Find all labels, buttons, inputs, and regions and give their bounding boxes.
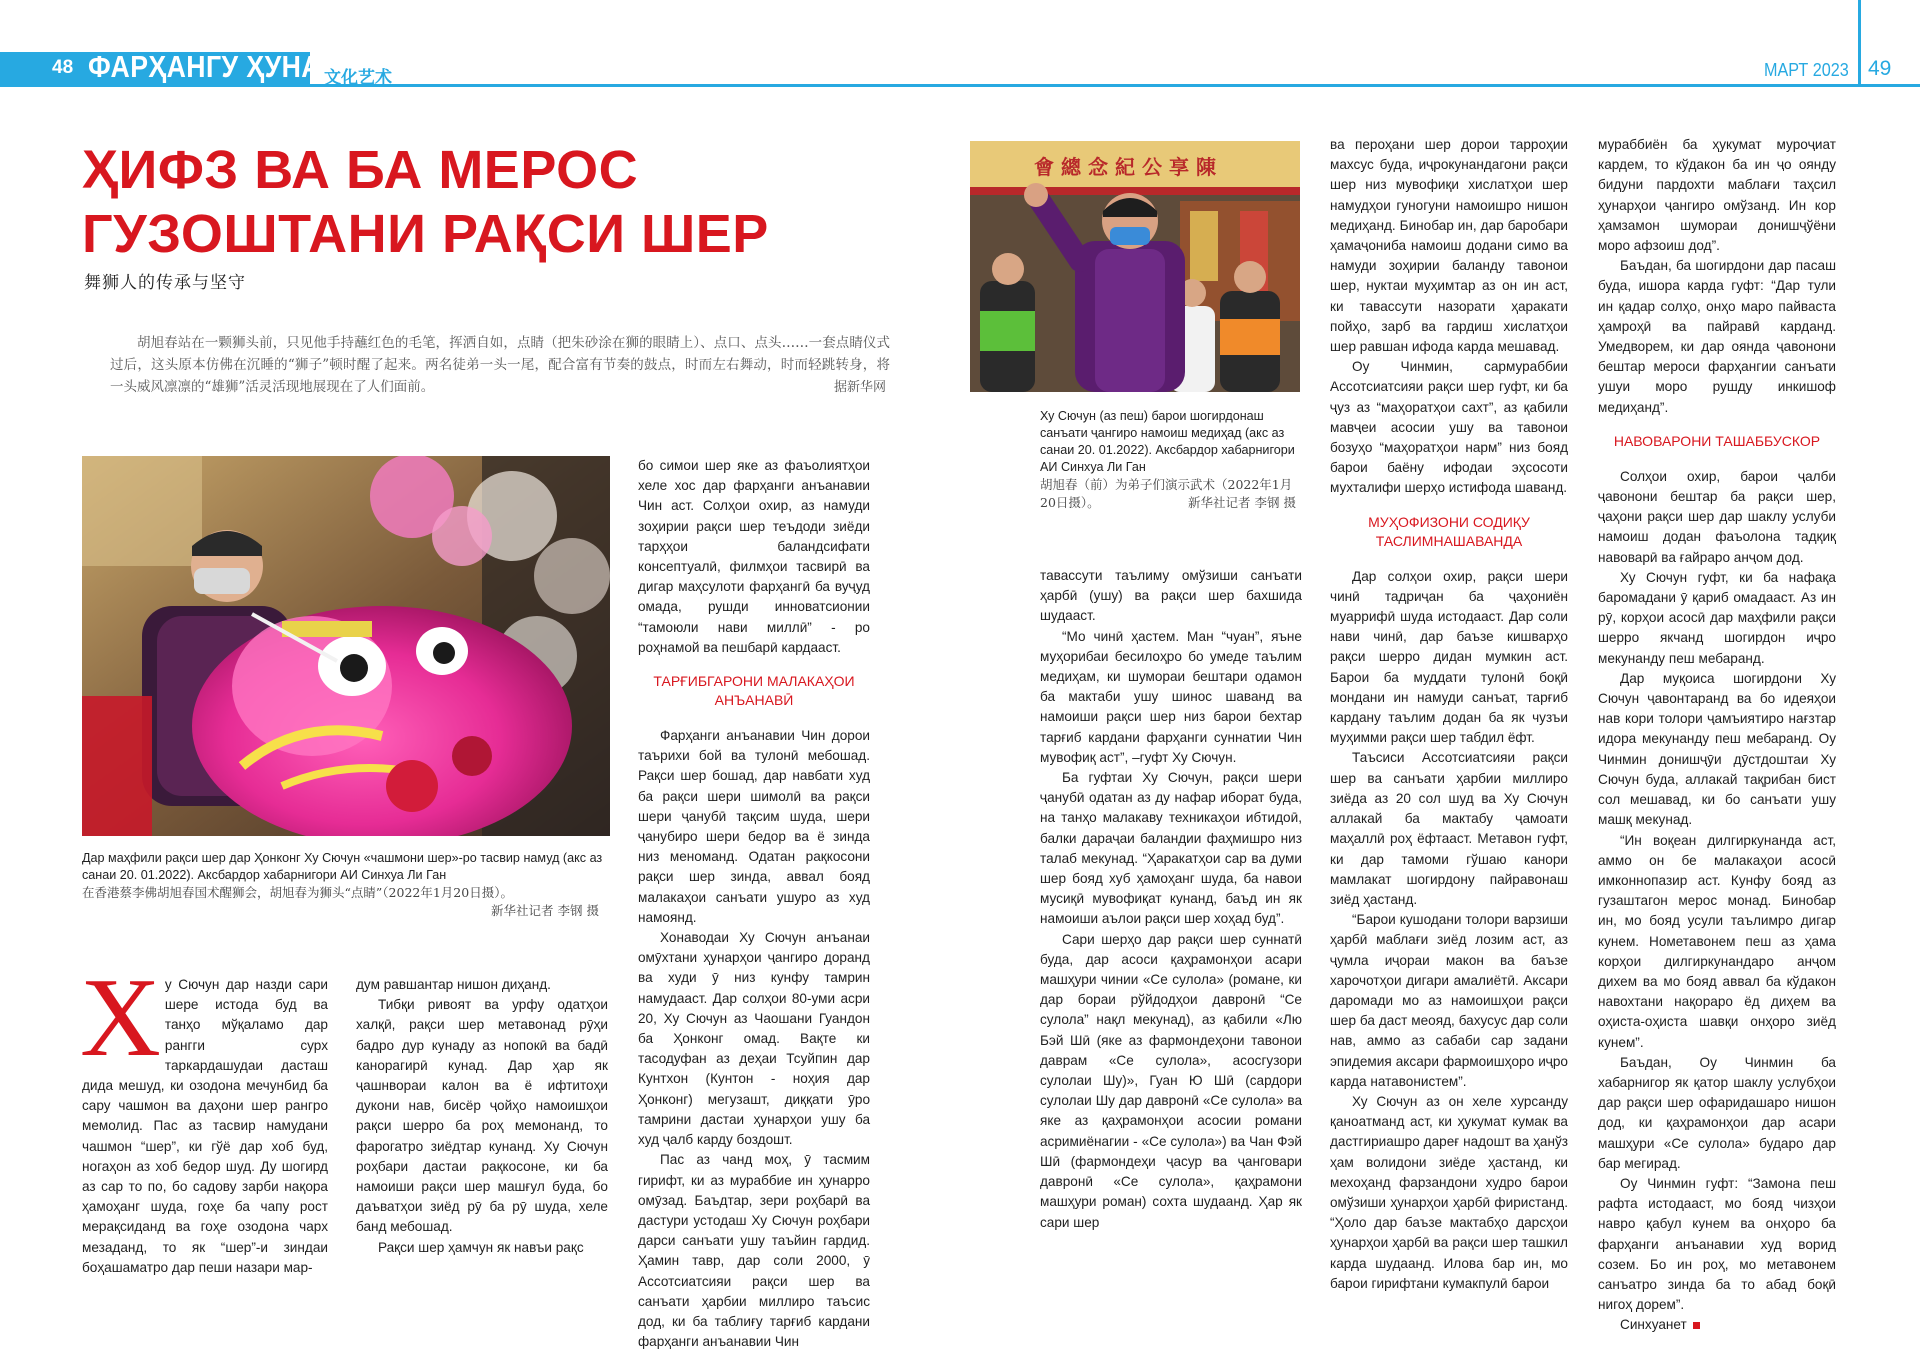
right-page-number: 49 — [1868, 57, 1892, 80]
issue-date: МАРТ 2023 — [1764, 60, 1849, 80]
section-heading-2-line2: ТАСЛИМНАШАВАНДА — [1375, 532, 1523, 549]
left-page-number: 48 — [52, 57, 74, 78]
paragraph: Дар солҳои охир, рақси шери чинӣ тадриҷан ба ҷаҳониён муаррифӣ шуда истодааст. Дар соли нави чинӣ, дар баъзе кишварҳо рақси шерро дидан мумкин аст. Барои ба муддати тулонӣ боқӣ мондани ин намуди санъат, тарғиб кардану таълим додан ба як чузъи муҳимми рақси шер табдил ёфт. — [1330, 568, 1568, 746]
paragraph: тавассути таълиму омўзиши санъати ҳарбӣ (ушу) ва рақси шер бахшида шудааст. — [1040, 568, 1302, 624]
paragraph: Фарҳанги анъанавии Чин дорои таърихи бой ва тулонӣ мебошад. Рақси шер бошад, дар навбати худ ба рақси шери шимолӣ ва рақси шери ҷанубӣ тақсим шуда, шери ҷанубиро шери бедор ва ё зинда низ меноманд. Одатан рақкосони рақси шер зинда, аввал бояд малакаҳои санъати ушуро аз худ намоянд. — [638, 728, 870, 925]
section-heading-3: НАВОВАРОНИ ТАШАББУСКОР — [1613, 432, 1821, 449]
body-column-3 — [638, 456, 870, 1352]
paragraph: Рақси шер ҳамчун як навъи рақс — [378, 1239, 584, 1255]
body-column-4 — [1040, 566, 1302, 1233]
section-heading-1 — [638, 672, 870, 710]
header-right-rule — [1858, 0, 1861, 86]
section-heading-1-line2: АНЪАНАВӢ — [714, 692, 794, 709]
signature: Синхуанет — [1620, 1317, 1687, 1333]
lion-dance-photo — [82, 456, 610, 836]
paragraph: “Ин воқеан дилгиркунанда аст, аммо он бе малакаҳои асосӣ имконнопазир аст. Кунфу бояд аз гузаштагон мерос монад. Бинобар ин, мо бояд усули таълимро дигар кунем. Нометавонем пеш аз ҳама корҳои дилгиркунандаро анҷом дихем ва мо бояд аввал ба кўдакон навохтани нақораро ёд диҳем ва оҳиста-оҳиста шавқи онҳоро зиёд кунем”. — [1598, 832, 1836, 1050]
paragraph: “Барои кушодани толори варзиши ҳарбӣ маблағи зиёд лозим аст, аз ҷумла иҷораи макон ва баъзе харочотҳои дигари амалиётӣ. Аксари даромади мо аз намоишҳои рақси шер ба даст меояд, бахусус дар соли нав, аммо аз сабаби сар задани эпидемия аксари фармоишҳоро иҷро карда натавонистем”. — [1330, 912, 1568, 1089]
paragraph: Таъсиси Ассотсиатсияи рақси шер ва санъати ҳарбии миллиро зиёда аз 20 сол шуд ва Ху Сючун аллакай ба мактабу ҷамоати маҳаллӣ роҳ ёфтааст. Метавон гуфт, ки дар тамоми гўшаю канори мамлакат шогирдону пайравонаш зиёд ҳастанд. — [1330, 750, 1568, 907]
paragraph: у Сючун дар назди сари шере истода буд ва танҳо мўқаламо дар рангги сурх таркардашудаи дасташ дида мешуд, ки озодона мечунбид ба сару чашмон ва даҳони шер рангро мемолид. Пас аз тасвир намудани чашмон “шер”, ки гўё дар хоб буд, ногаҳон аз хоб бедор шуд. Ду шогирд аз сар то по, бо садову зарби нақора ҳамоҳанг шуда, гоҳе ба чапу рост мерақсиданд ва гоҳе озодона чарх мезаданд, то як “шер”-и зиндаи боҳашаматро дар пеши назари мар- — [82, 977, 328, 1275]
photo1-caption: Дар маҳфили рақси шер дар Ҳонконг Ху Сючун «чашмони шер»-ро тасвир намуд (акс аз санаи 20. 01.2022). Аксбардор хабарнигори АИ Синхуа Ли Ган — [82, 851, 603, 882]
hall-sign: 會總念紀公享陳 — [1034, 155, 1223, 179]
section-title-cn: 文化艺术 — [324, 68, 392, 88]
lion-dance-photo-art — [82, 456, 610, 836]
section-heading-1-line1: ТАРҒИБГАРОНИ МАЛАКАҲОИ — [653, 673, 855, 690]
paragraph: Сари шерҳо дар рақси шер суннатӣ буда, дар асоси қаҳрамонҳои асари машҳури чинии «Се сулола» (романе, ки дар бораи рўйдодҳои давронӣ “Се сулола” нақл мекунад), аз қабили «Лю Бэй Шӣ (яке аз фармондеҳони тавонои даврам «Се сулола», асосгузори сулолаи Шу)», Гуан Ю Шӣ (сардори сулолаи Шу дар давронӣ «Се сулола» ва яке аз қаҳрамонҳои асосии романи асримиёнагии - «Се сулола») ва Чан Фэй Шӣ (фармондеҳи ҷасур ва ҷанговари давронӣ «Се сулола», қаҳрамони машҳури роман) сохта шудаанд. Ҳар як сари шер — [1040, 931, 1302, 1230]
photo2-caption-cn: 胡旭春（前）为弟子们演示武术（2022年1月20日摄）。 — [1040, 477, 1293, 510]
martial-arts-photo — [970, 141, 1300, 392]
photo1-caption-cn: 在香港蔡李佛胡旭春国术醒狮会，胡旭春为狮头“点睛”（2022年1月20日摄）。 — [82, 885, 513, 900]
paragraph: Тибқи ривоят ва урфу одатҳои халқӣ, рақси шер метавонад рӯҳи бадро дур кунаду аз нопокӣ ва бадӣ канорагирӣ кунад. Дар ҳар як ҷашнвораи калон ва ё ифтитоҳи дукони нав, бисёр ҷойҳо намоишҳои рақси шерро ба роҳ мемонанд, то фарогатро зиёдтар кунанд. Ху Сючун роҳбари дастаи рақкосоне, ки ба намоиши рақси шер машғул буда, бо даъватҳои зиёд рӯ ба рӯ шуда, хеле банд мебошад. — [356, 997, 608, 1235]
body-column-5 — [1330, 135, 1568, 1294]
paragraph: Оу Чинмин гуфт: “Замона пеш рафта истодааст, мо бояд чизҳои навро қабул кунем ва онҳоро ба фарҳанги анъанавии худ ворид созем. Бо ин роҳ, мо метавонем санъатро зинда ба то абад боқӣ нигоҳ дорем”. — [1598, 1175, 1836, 1313]
body-column-6 — [1598, 135, 1836, 1336]
end-mark — [1693, 1322, 1700, 1329]
paragraph: Хонаводаи Ху Сючун анъанаи омӯхтани ҳунарҳои ҷангиро доранд ва худи ӯ низ кунфу тамрин намудааст. Дар солҳои 80-уми асри 20, Ху Сючун аз Чаошани Гуандон ба Ҳонконг омад. Вақте ки тасодуфан аз деҳаи Тсуйпин дар Кунтхон (Кунтон - ноҳия дар Ҳонконг) мегузашт, диққати ӯро тамрини дастаи ҳунарҳои ушу ба худ ҷалб карду боздошт. — [638, 930, 870, 1148]
body-column-2 — [356, 975, 608, 1258]
article-lead-cn: 胡旭春站在一颗狮头前，只见他手持蘸红色的毛笔，挥洒自如，点睛（把朱砂涂在狮的眼睛上）、点口、点头……一套点睛仪式过后，这头原本仿佛在沉睡的“狮子”顿时醒了起来。两名徒弟一头一尾，配合富有节奏的鼓点，时而左右舞动，时而轻跳转身，将一头威风凛凛的“雄狮”活灵活现地展现在了人们面前。 — [110, 335, 890, 395]
section-heading-2-line1: МУҲОФИЗОНИ СОДИҚУ — [1368, 513, 1530, 530]
paragraph: ва пероҳани шер дорои тарроҳии махсус буда, иҷрокунандагони рақси шер низ мувофиқи хислатҳои шер намудҳои гуногуни намоишро нишон медиҳанд. Бинобар ин, дар баробари ҳамаҷониба намоиш додани симо ва намуди зоҳирии баланду тавонои шер, нуктаи муҳимтар аз он ин аст, ки тавассути назорати ҳаракати пойҳо, зарб ва гардиш хислатҳои шер равшан ифода карда мешавад. — [1330, 137, 1568, 355]
paragraph: дум равшантар нишон диҳанд. — [356, 977, 551, 992]
section-title: ФАРҲАНГУ ҲУНАР — [88, 49, 340, 84]
paragraph: Ху Сючун гуфт, ки ба нафақа бaромадани ӯ қариб омадааст. Аз ин рӯ, корҳои асосӣ дар маҳфили рақси шерро якчанд шогирдон иҷро мекунанду пеш мебаранд. — [1598, 569, 1836, 666]
paragraph: “Мо чинӣ ҳастем. Ман “чуан”, яъне муҳорибаи бесилоҳро бо умеде таълим медиҳам, ки шумораи бештари одамон ба мактаби ушу шинос шаванд ва намоиши рақси шер низ барои бехтар тарғиб кардани фарҳанги суннатии Чин мувофиқ аст”, –гуфт Ху Сючун. — [1040, 628, 1302, 765]
paragraph: Солҳои охир, барои ҷалби ҷавонони бештар ба рақси шер, ҷаҳони рақси шер дар шаклу услуби намоиш додан фаъолона тадқиқ навоварӣ ва ғайраро анҷом дод. — [1598, 468, 1836, 565]
paragraph: Пас аз чанд моҳ, ӯ тасмим гирифт, ки аз мураббие ин ҳунарро омӯзад. Баъдтар, зери роҳбарӣ ва дастури устодаш Ху Сючун роҳбари дарси санъати ушу таъйин гардид. Ҳамин тавр, дар соли 2000, ӯ Ассотсиатсияи рақси шер ва санъати ҳарбии миллиро таъсис дод, ки ба таблиғу тарғиб кардани фарҳанги анъанавии Чин — [638, 1152, 870, 1350]
article-title-line1: ҲИФЗ ВА БА МЕРОС — [82, 140, 639, 200]
photo2-credit-cn: 新华社记者 李钢 摄 — [1188, 495, 1296, 510]
article-subtitle-cn: 舞狮人的传承与坚守 — [84, 273, 246, 292]
paragraph: Дар муқоиса шогирдони Ху Сючун ҷавонтаранд ва бо идеяҳои нав кори толори ҷамъиятиро нағзтар идора мекунанду пеш мебаранд. Оу Чинмин донишҷӯи дӯстдоштаи Ху Сючун буда, аллакай тақрибан бист сол мешавад, ки бо санъати ушу машқ мекунад. — [1598, 670, 1836, 828]
article-title — [82, 138, 882, 266]
photo1-credit-cn: 新华社记者 李钢 摄 — [491, 903, 599, 918]
lead-source: 据新华网 — [834, 380, 887, 395]
paragraph: бо симои шер яке аз фаъолиятҳои хеле хос дар фарҳанги анъанавии Чин аст. Солҳои охир, аз намуди зоҳирии рақси шер теъдоди зиёди тарҳҳои баландсифати консептуалӣ, филмҳои тасвирӣ ва дигар маҳсулоти фарҳангӣ ба вуҷуд омада, рушди инноватсионии “тамоюли нави миллӣ” - ро роҳнамой ва пешбарӣ кардааст. — [638, 458, 870, 655]
paragraph: Ху Сючун аз он хеле хурсанду қаноатманд аст, ки ҳукумат кумак ва дастгириашро дареғ надошт ва ҳанўз ҳам волидони зиёде ҳастанд, ки мехоҳанд фарзандони худро барои омўзиши ҳунарҳои ҳарбӣ фиристанд. “Ҳоло дар баъзе мактабҳо дарсҳои ҳунарҳои ҳарбӣ ва рақси шер ташкил карда шудаанд. Илова бар ин, мо барои гирифтани кумакпулӣ барои — [1330, 1093, 1568, 1291]
paragraph: Баъдан, Оу Чинмин ба хабарнигор як қатор шаклу услубҳои дар рақси шер офаридашаро нишон дод, ки қаҳрамонҳои дар асари машҳури «Се сулола» бударо дар бар мегирад. — [1598, 1054, 1836, 1171]
paragraph: Баъдан, ба шогирдони дар пасаш буда, ишора карда гуфт: “Дар тули ин қадар солҳо, онҳо маро пайваста ҳамроҳӣ ва пайравӣ карданд. Умедворем, ки дар оянда ҷавонони бештар мероси фарҳангии санъати ушуи моро рушду инкишоф медиҳанд”. — [1598, 258, 1836, 415]
photo2-caption: Ху Сючун (аз пеш) барои шогирдонаш санъати ҷангиро намоиш медиҳад (акс аз санаи 20. 01.2022). Аксбардор хабарнигори АИ Синхуа Ли Ган — [1040, 409, 1295, 474]
section-heading-2 — [1330, 513, 1568, 551]
paragraph: Ба гуфтаи Ху Сючун, рақси шери ҷанубӣ одатан аз ду нафар иборат буда, на танҳо малакаву техникаҳои ибтидоӣ, балки дараҷаи баландии фаҳмишро низ талаб мекунад. “Ҳаракатҳои сар ва думи шер бояд хуб ҳамоҳанг шуда, ба навои мусиқӣ мувофиқат кунанд, баъд ин як намоиши аълои рақси шер хоҳад буд”. — [1040, 770, 1302, 927]
body-column-1 — [80, 956, 328, 1278]
paragraph: мураббиён ба ҳукумат муроҷиат кардем, то кўдакон ба ин ҷо оянду бидуни пардохти маблағи таҳсил ҳунарҳои ҷангиро омўзанд. Ин кор ҳамзамон шумораи донишҷўёни моро афзоиш дод”. — [1598, 137, 1836, 254]
signature-line — [1598, 1315, 1836, 1335]
article-title-line2: ГУЗОШТАНИ РАҚСИ ШЕР — [82, 204, 769, 264]
drop-cap: Х — [80, 956, 161, 1080]
paragraph: Оу Чинмин, сармураббии Ассотсиатсияи рақси шер гуфт, ки ба ҷуз аз “маҳоратҳои сахт”, аз қабили мавҷеи асосии ушу ва тавонои бозуҳо “маҳоратҳои нарм” низ бояд барои баёну ифодаи эҳсосоти мухталифи шерҳо истифода шаванд. — [1330, 359, 1568, 496]
